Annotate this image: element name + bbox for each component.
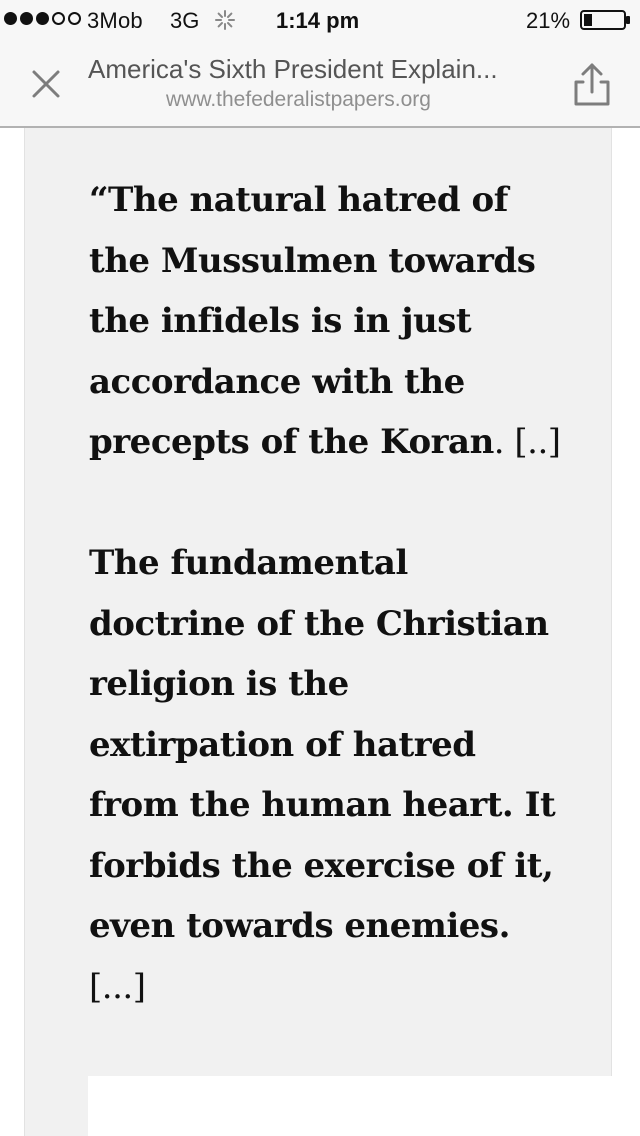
network-type: 3G (170, 8, 200, 33)
quote-line: “The natural hatred of (89, 180, 508, 220)
quote-line: accordance with the (89, 361, 465, 402)
paragraph-gap (89, 473, 589, 534)
page-title[interactable]: America's Sixth President Explain... (88, 54, 498, 84)
signal-dot (36, 12, 49, 25)
battery-icon (580, 10, 632, 30)
signal-dot (4, 12, 17, 25)
share-icon[interactable] (566, 60, 618, 112)
quote-line: religion is the (89, 664, 349, 704)
blockquote (24, 128, 612, 1136)
page-content (0, 128, 640, 1136)
address-bar (0, 40, 640, 128)
ellipsis-marker: [...] (89, 966, 146, 1007)
close-icon[interactable] (26, 64, 66, 104)
quote-line: forbids the exercise of it, (89, 845, 554, 886)
battery-percent: 21% (526, 8, 571, 33)
clock: 1:14 pm (276, 8, 360, 33)
quote-line: the Mussulmen towards (89, 240, 536, 281)
ellipsis-marker: . [..] (493, 422, 561, 462)
quote-line-text: precepts of the Koran (89, 422, 494, 462)
quote-line-last (89, 412, 589, 473)
status-bar (0, 0, 640, 40)
signal-dot (68, 12, 81, 25)
activity-spinner-icon (214, 9, 236, 31)
quote-line: the infidels is in just (89, 301, 472, 341)
quote-line: The fundamental (89, 543, 408, 583)
signal-dot (20, 12, 33, 25)
page-url[interactable]: www.thefederalistpapers.org (166, 88, 431, 111)
signal-strength-icon (4, 12, 81, 25)
signal-dot (52, 12, 65, 25)
carrier-name: 3Mob (87, 8, 143, 33)
quote-line: doctrine of the Christian (89, 603, 549, 644)
quote-line: even towards enemies. (89, 906, 510, 946)
content-card (88, 1076, 612, 1136)
quote-text (89, 170, 589, 1017)
quote-line: from the human heart. It (89, 785, 556, 825)
quote-line: extirpation of hatred (89, 724, 476, 765)
